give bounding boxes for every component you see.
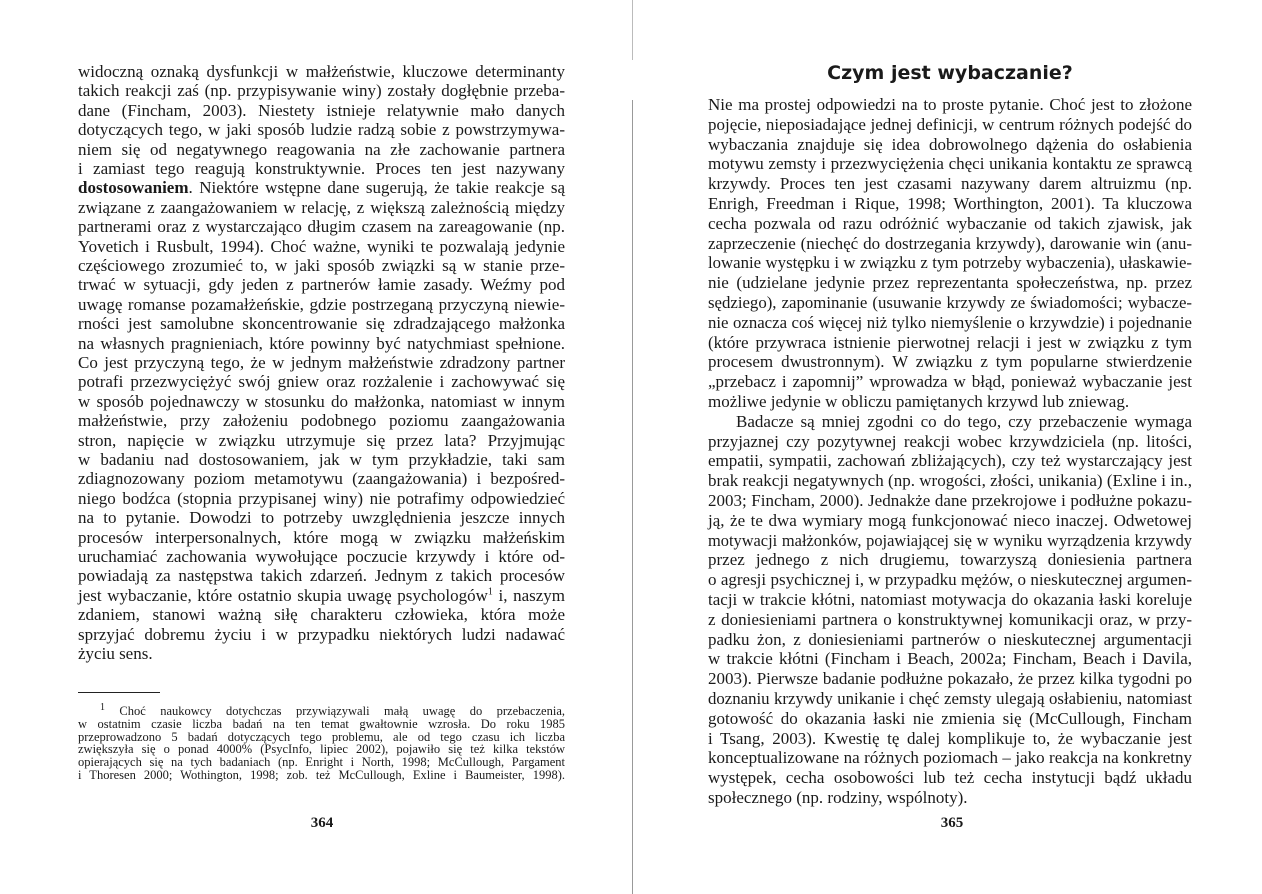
footnote-line: w ostatnim czasie liczba badań na ten temat gwałtownie wzrosła. Do roku 1985 — [78, 716, 565, 731]
text-line: motywu zemsty i przezwyciężenia chęci unikania kontaktu ze sprawcą — [708, 154, 1192, 174]
footnote-line: przeprowadzono 5 badań dotyczących tego problemu, ale od tego czasu ich liczba — [78, 729, 565, 744]
text-line: dotyczących tego, w jaki sposób ludzie radzą sobie z powstrzymywa- — [78, 120, 565, 140]
text-line: padku żon, z doniesieniami partnerów o nieskutecznej argumentacji — [708, 629, 1192, 649]
text-segment: . Niektóre wstępne dane sugerują, że takie reakcje są — [188, 178, 565, 198]
text-line: niem się od negatywnego reagowania na złe zachowanie partnera — [78, 139, 565, 159]
text-line: społecznego (np. rodziny, wspólnoty). — [708, 788, 968, 807]
text-line: przyjaznej czy pozytywnej reakcji wobec krzywdziciela (np. litości, — [708, 431, 1192, 451]
text-line: zaprzeczenie (niechęć do dostrzegania krzywdy), darowanie win (anu- — [708, 233, 1192, 253]
text-line: nie (udzielane jedynie przez reprezentanta społeczeństwa, np. przez — [708, 273, 1192, 293]
text-line: uruchamiać zachowania wywołujące poczucie krzywdy i które od- — [78, 547, 565, 566]
footnote-marker: 1 — [100, 701, 105, 713]
text-line: 2003; Fincham, 2000). Jednakże dane przekrojowe i podłużne pokazu- — [708, 491, 1192, 510]
text-line: i Tsang, 2003). Kwestię tę dalej komplikuje to, że wybaczanie jest — [708, 728, 1192, 748]
text-line: Co jest przyczyną tego, że w jednym małżeństwie zdradzony partner — [78, 353, 565, 372]
text-line: w sposób pojednawczy w stosunku do małżonka, natomiast w innym — [78, 391, 565, 411]
text-line: „przebacz i zapomnij” wprowadza w błąd, ponieważ wybaczanie jest — [708, 372, 1192, 392]
footnote-line: i Thoresen 2000; Wothington, 1998; zob. też McCullough, Exline i Baumeister, 1998). — [78, 768, 565, 782]
text-line: powiadają za następstwa takich zdarzeń. Jednym z takich procesów — [78, 566, 565, 586]
text-line: dane (Fincham, 2003). Niestety istnieje relatywnie mało danych — [78, 100, 565, 120]
text-line: w badaniu nad dostosowaniem, jak w tym przykładzie, taki sam — [78, 450, 565, 469]
footnote-marker: 1 — [487, 586, 493, 598]
text-line: wybaczania znajduje się idea dobrowolnego dążenia do osłabienia — [708, 134, 1192, 154]
text-line: o agresji psychicznej i, w przypadku mężów, o nieskutecznej argumen- — [708, 570, 1192, 590]
text-line: uwagę romanse pozamałżeńskie, gdzie postrzeganą przyczyną niewie- — [78, 294, 565, 314]
text-line: Badacze są mniej zgodni co do tego, czy przebaczenie wymaga — [736, 411, 1192, 431]
text-line: na to pytanie. Dowodzi to potrzeby uwzględnienia jeszcze innych — [78, 508, 565, 528]
text-line: trwać w sytuacji, gdy jeden z partnerów łamie zasady. Weźmy pod — [78, 275, 565, 295]
bold-term: dostosowaniem — [78, 178, 189, 198]
text-line: ją, że te dwa wymiary mogą funkcjonować nieco inaczej. Odwetowej — [708, 510, 1192, 530]
text-line: tacji w trakcie kłótni, natomiast motywacja do okazania łaski koreluje — [708, 590, 1192, 609]
text-segment: i, naszym — [492, 585, 566, 605]
text-segment: Choć naukowcy dotychczas przywiązywali małą uwagę do przebaczenia, — [105, 704, 565, 718]
text-line: brak reakcji negatywnych (np. wrogości, złości, unikania) (Exline i in., — [708, 471, 1192, 491]
text-line: związane z zaangażowaniem w relację, z większą zależnością między — [78, 197, 565, 217]
text-line: i zamiast tego reagują konstruktywnie. Proces ten jest nazywany — [78, 159, 565, 178]
text-line: z doniesieniami partnera o konstruktywnej komunikacji oraz, w przy- — [708, 609, 1192, 629]
text-line: przez jednego z nich drugiemu, towarzyszą doniesienia partnera — [708, 550, 1192, 570]
text-line: zdaniem, stanowi ważną siłę charakteru człowieka, która może — [78, 605, 565, 625]
text-line: doznaniu krzywdy unikanie i chęć zemsty ulegają osłabieniu, natomiast — [708, 689, 1192, 708]
text-line: zdiagnozowany poziom metamotywu (zaangażowania) i bezpośred- — [78, 469, 565, 489]
text-line: niego bodźca (stopnia przypisanej winy) nie potrafimy odpowiedzieć — [78, 488, 565, 508]
text-line: Enrigh, Freedman i Rique, 1998; Worthington, 2001). Ta kluczowa — [708, 194, 1192, 213]
text-line: partnerami oraz z wystarczająco długim czasem na zareagowanie (np. — [78, 217, 565, 237]
text-line: widoczną oznaką dysfunkcji w małżeństwie, kluczowe determinanty — [78, 62, 565, 81]
text-line: gotowość do okazania łaski nie zmienia się (McCullough, Fincham — [708, 708, 1192, 728]
text-line: częściowego zrozumieć to, w jaki sposób związki są w stanie prze- — [78, 256, 565, 275]
text-line: konceptualizowane na różnych poziomach – jako reakcja na konkretny — [708, 748, 1192, 768]
text-line: 2003). Pierwsze badanie podłużne pokazało, że przez kilka tygodni po — [708, 669, 1192, 689]
page-number-left: 364 — [310, 815, 334, 831]
text-line: empatii, sympatii, zachowań zbliżających), czy też wystarczający jest — [708, 451, 1192, 471]
text-line: lowanie występku i w związku z tym potrzeby wybaczenia), ułaskawie- — [708, 253, 1192, 273]
text-line: Nie ma prostej odpowiedzi na to proste pytanie. Choć jest to złożone — [708, 95, 1192, 114]
footnote-line: opierających się na tych badaniach (np. Enright i North, 1998; McCullough, Pargament — [78, 755, 565, 770]
text-line: w trakcie kłótni (Fincham i Beach, 2002a; Fincham, Beach i Davila, — [708, 649, 1192, 669]
text-line: możliwe jedynie w obliczu pamiętanych krzywd lub zniewag. — [708, 392, 1130, 411]
text-line: (które przywraca istnienie pierwotnej relacji i jest w związku z tym — [708, 332, 1192, 352]
text-line: życiu sens. — [78, 644, 153, 663]
text-line: małżeństwie, przy założeniu podobnego poziomu zaangażowania — [78, 411, 565, 431]
text-line: stron, napięcie w związku utrzymuje się przez lata? Przyjmując — [78, 430, 565, 450]
text-line: motywacji małżonków, pojawiającej się w wyniku wyrządzenia krzywdy — [708, 530, 1192, 550]
footnote-line: zwiększyła się o ponad 4000% (PsycInfo, lipiec 2002), pojawiło się też kilka tekstów — [78, 742, 565, 757]
text-line: krzywdy. Proces ten jest czasami nazywany darem altruizmu (np. — [708, 174, 1192, 194]
text-line: na własnych pragnieniach, które powinny być natychmiast spełnione. — [78, 333, 565, 353]
text-line: cecha pozwala od razu odróżnić wybaczanie od takich zjawisk, jak — [708, 213, 1192, 233]
text-line: Yovetich i Rusbult, 1994). Choć ważne, wyniki te pozwalają jedynie — [78, 236, 565, 256]
text-line: potrafi przezwyciężyć swój gniew oraz rozżalenie i zachowywać się — [78, 372, 565, 392]
text-line: występek, cecha osobowości lub też cecha instytucji bądź układu — [708, 768, 1192, 788]
text-line: rności jest samolubne skoncentrowanie się zdradzającego małżonka — [78, 314, 565, 334]
text-line: procesem dwustronnym). W związku z tym popularne stwierdzenie — [708, 352, 1192, 372]
text-line: sędziego), zapominanie (usuwanie krzywdy ze świadomości; wybacze- — [708, 293, 1192, 312]
text-segment: jest wybaczanie, które ostatnio skupia uwagę psychologów — [78, 585, 488, 605]
text-line: procesów interpersonalnych, które mogą w związku małżeńskim — [78, 527, 565, 547]
text-line: pojęcie, nieposiadające jednej definicji, w centrum różnych podejść do — [708, 114, 1192, 134]
section-heading: Czym jest wybaczanie? — [827, 62, 1073, 84]
page-number-right: 365 — [940, 815, 964, 831]
text-line: nie oznacza coś więcej niż tylko niemyślenie o krzywdzie) i pojednanie — [708, 312, 1192, 332]
text-line: sprzyjać dobremu życiu i w przypadku niektórych ludzi nadawać — [78, 624, 565, 644]
text-line: takich reakcji zaś (np. przypisywanie winy) zostały dogłębnie przeba- — [78, 81, 565, 101]
